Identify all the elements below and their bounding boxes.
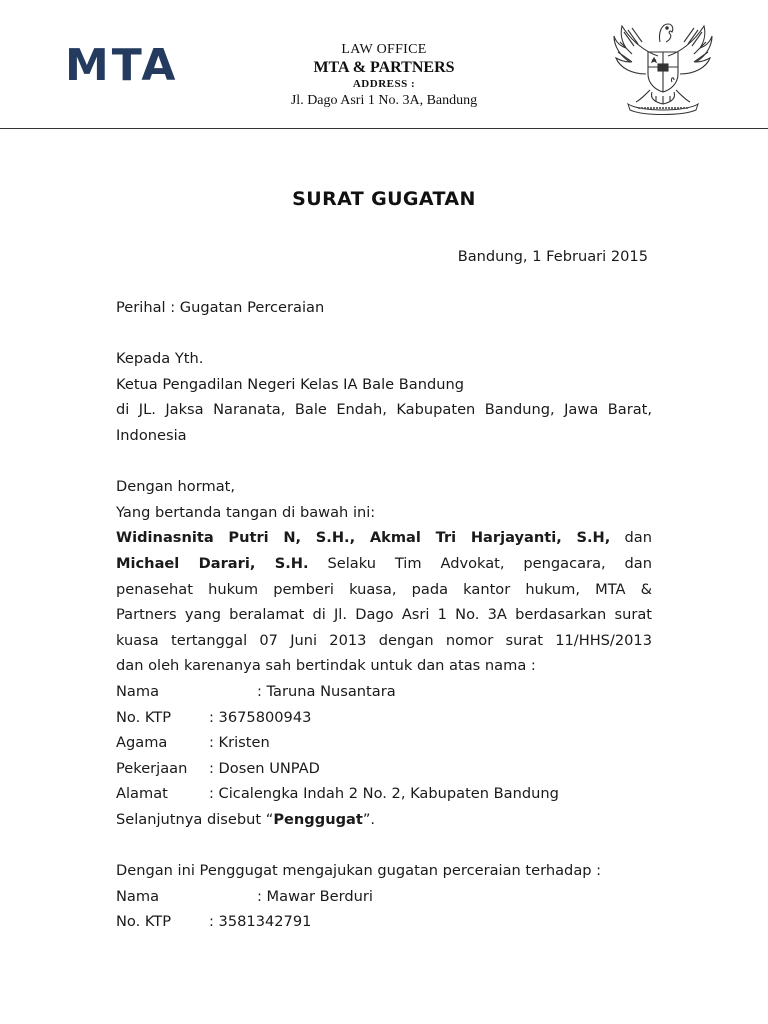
defendant-name-value: : Mawar Berduri	[257, 887, 373, 905]
claim-intro: Dengan ini Penggugat mengajukan gugatan perceraian terhadap :	[116, 862, 602, 880]
defendant-ktp-value: : 3581342791	[209, 913, 312, 931]
plaintiff-address-label: Alamat	[116, 785, 168, 803]
recipient-line-1: Ketua Pengadilan Negeri Kelas IA Bale Bandung	[116, 375, 464, 393]
defendant-name-label: Nama	[116, 887, 160, 905]
plaintiff-address-row	[116, 781, 652, 807]
plaintiff-job-value: : Dosen UNPAD	[209, 759, 320, 777]
document-title: SURAT GUGATAN	[292, 188, 476, 210]
advocate-role: Selaku Tim Advokat, pengacara, dan	[327, 554, 653, 572]
plaintiff-referred-line	[116, 807, 652, 833]
defendant-ktp-label: No. KTP	[116, 913, 172, 931]
office-label: LAW OFFICE	[341, 42, 427, 57]
header-divider	[0, 128, 768, 129]
date-line: Bandung, 1 Februari 2015	[457, 248, 648, 265]
plaintiff-name-label: Nama	[116, 682, 160, 700]
letter-body	[116, 295, 652, 935]
plaintiff-religion-label: Agama	[116, 734, 168, 752]
plaintiff-name-row	[116, 679, 652, 705]
advocate-names-1: Widinasnita Putri N, S.H., Akmal Tri Harjayanti, S.H,	[116, 529, 611, 547]
recipient-salutation: Kepada Yth.	[116, 350, 204, 368]
advocate-conjunction: dan	[624, 529, 653, 547]
greeting: Dengan hormat,	[116, 478, 236, 496]
referred-suffix: ”.	[362, 810, 376, 828]
date-block	[116, 244, 652, 270]
plaintiff-address-value: : Cicalengka Indah 2 No. 2, Kabupaten Bandung	[209, 785, 559, 803]
plaintiff-religion-value: : Kristen	[209, 734, 270, 752]
defendant-ktp-row	[116, 909, 652, 935]
firm-logo: MTA	[65, 40, 179, 91]
intro-line: Yang bertanda tangan di bawah ini:	[116, 503, 376, 521]
referred-prefix: Selanjutnya disebut “	[116, 810, 274, 828]
recipient-line-2: di JL. Jaksa Naranata, Bale Endah, Kabupaten Bandung, Jawa Barat,	[116, 401, 652, 419]
advocates-line-2	[116, 551, 652, 577]
advocate-names-2: Michael Darari, S.H.	[116, 554, 309, 572]
recipient-line-3: Indonesia	[116, 426, 187, 444]
subject-line: Perihal : Gugatan Perceraian	[116, 299, 325, 316]
plaintiff-ktp-value: : 3675800943	[209, 708, 312, 726]
letterhead	[234, 42, 534, 110]
plaintiff-ktp-row	[116, 705, 652, 731]
firm-name: MTA & PARTNERS	[313, 59, 455, 76]
plaintiff-religion-row	[116, 730, 652, 756]
advocates-line-4: Partners yang beralamat di Jl. Dago Asri 1 No. 3A berdasarkan surat	[116, 606, 652, 624]
advocates-line-1	[116, 525, 652, 551]
plaintiff-job-label: Pekerjaan	[116, 759, 188, 777]
plaintiff-job-row	[116, 756, 652, 782]
advocates-line-3: penasehat hukum pemberi kuasa, pada kantor hukum, MTA &	[116, 580, 652, 598]
defendant-name-row	[116, 884, 652, 910]
advocates-line-6: dan oleh karenanya sah bertindak untuk dan atas nama :	[116, 657, 536, 675]
address-label: ADDRESS :	[352, 78, 416, 90]
referred-term: Penggugat	[273, 810, 363, 828]
plaintiff-name-value: : Taruna Nusantara	[257, 682, 396, 700]
advocates-line-5: kuasa tertanggal 07 Juni 2013 dengan nomor surat 11/HHS/2013	[116, 631, 652, 649]
garuda-emblem-icon	[610, 12, 716, 116]
firm-address: Jl. Dago Asri 1 No. 3A, Bandung	[290, 93, 478, 108]
plaintiff-ktp-label: No. KTP	[116, 708, 172, 726]
